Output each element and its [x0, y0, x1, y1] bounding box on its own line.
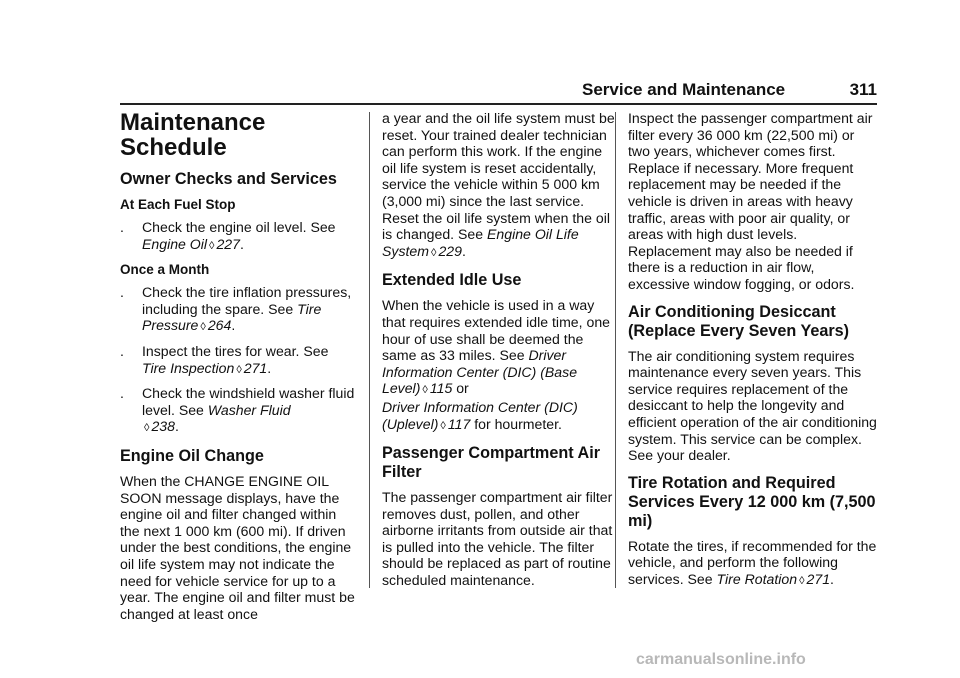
page-ref-icon: ◊ [431, 246, 437, 259]
bullet-text: Check the engine oil level. See [142, 219, 336, 235]
oil-life-paragraph: a year and the oil life system must be reset. Your trained dealer technician can perform this work. If the engine oil life system is reset accidentally, service the vehicle within 5 000 km (3,000 mi) since the last service. Reset the oil life system when the oil is changed. See Engine Oil Life System ◊ 229. [382, 110, 615, 259]
page-ref-icon: ◊ [200, 321, 206, 334]
paragraph-tail: for hourmeter. [474, 415, 562, 432]
page-ref-icon: ◊ [422, 384, 428, 397]
header-rule [120, 103, 877, 105]
engine-oil-change-heading: Engine Oil Change [120, 446, 264, 465]
link-label[interactable]: Tire Inspection [142, 359, 235, 376]
engine-oil-link[interactable] [142, 236, 240, 252]
fuel-stop-heading: At Each Fuel Stop [120, 197, 236, 212]
air-filter-paragraph: The passenger compartment air filter removes dust, pollen, and other airborne irritants from outside air that is pulled into the vehicle. The filter should be replaced as part of routine scheduled maintenance. [382, 489, 613, 589]
ac-desiccant-heading: Air Conditioning Desiccant (Replace Every Seven Years) [628, 302, 850, 340]
page-ref-icon: ◊ [144, 422, 150, 435]
page-ref[interactable]: 227 [216, 235, 240, 252]
page-ref[interactable]: 238 [151, 418, 175, 435]
section-title: Service and Maintenance [582, 80, 786, 99]
page-ref-icon: ◊ [440, 419, 446, 432]
list-item: . Check the engine oil level. See Engine Oil ◊ 227. [120, 219, 358, 254]
paragraph-text: a year and the oil life system must be reset. Your trained dealer technician can perform this work. If the engine oil life system is reset accidentally, service the vehicle within 5 000 km (3,000 mi) since the last service. Reset the oil life system when the oil is changed. See [382, 110, 615, 243]
page-header [582, 80, 877, 100]
paragraph-text: When the vehicle is used in a way that requires extended idle time, one hour of use shall be deemed the same as 33 miles. See [382, 297, 610, 364]
page-title [120, 110, 358, 160]
tire-rotation-link[interactable] [717, 571, 831, 587]
link-label[interactable]: Engine Oil [142, 235, 208, 252]
tire-inspection-link[interactable] [142, 360, 267, 376]
bullet: . [120, 342, 124, 359]
bullet-text: Check the windshield washer fluid level. See [142, 385, 355, 418]
page-ref-icon: ◊ [209, 239, 215, 252]
ac-desiccant-paragraph: The air conditioning system requires maintenance every seven years. This service requires replacement of the desiccant to help the longevity and efficient operation of the air conditioning system. This service can be complex. See your dealer. [628, 347, 877, 464]
column-3 [628, 110, 878, 596]
page-ref[interactable]: 264 [207, 317, 232, 334]
list-item: . Inspect the tires for wear. See Tire Inspection ◊ 271. [120, 343, 358, 378]
conjunction: or [456, 380, 469, 397]
page-ref-icon: ◊ [236, 363, 242, 376]
bullet-text: Inspect the tires for wear. See [142, 342, 329, 359]
bullet: . [120, 284, 124, 301]
link-label[interactable]: Driver Information Center (DIC) (Uplevel) [382, 398, 578, 432]
air-filter-heading: Passenger Compartment Air Filter [382, 444, 600, 482]
link-label[interactable]: Tire Rotation [716, 570, 798, 587]
link-label[interactable]: Driver Information Center (DIC) (Base Level) [382, 347, 578, 397]
month-heading: Once a Month [120, 262, 210, 278]
page-ref[interactable]: 229 [438, 242, 462, 259]
paragraph-text: Rotate the tires, if recommended for the vehicle, and perform the following services. See [628, 537, 877, 587]
page-ref[interactable]: 271 [243, 359, 268, 376]
page-ref[interactable]: 117 [447, 415, 471, 432]
link-label[interactable]: Engine Oil Life System [382, 226, 579, 259]
page-ref-icon: ◊ [799, 574, 805, 587]
page-number: 311 [849, 80, 877, 99]
list-item: . Check the windshield washer fluid level. See Washer Fluid ◊ 238. [120, 385, 358, 437]
air-filter-continued-paragraph: Inspect the passenger compartment air filter every 36 000 km (22,500 mi) or two years, whichever comes first. Replace if necessary. More frequent replacement may be needed if the vehicle is driven in areas with heavy traffic, areas with poor air quality, or areas with high dust levels. Replacement may also be needed if there is a reduction in air flow, excessive window fogging, or odors. [628, 110, 873, 292]
extended-idle-paragraph [382, 297, 620, 434]
column-1 [120, 110, 358, 629]
link-label[interactable]: Tire Pressure [142, 300, 322, 334]
tire-rotation-heading: Tire Rotation and Required Services Every 12 000 km (7,500 mi) [628, 473, 876, 530]
watermark: carmanualsonline.info [636, 651, 806, 668]
engine-oil-change-text: When the CHANGE ENGINE OIL SOON message displays, have the engine oil and filter changed within the next 1 000 km (600 mi). If driven under the best conditions, the engine oil life system may not indicate the need for vehicle service for up to a year. The engine oil and filter must be changed at least once [120, 472, 355, 622]
title-line-2: Schedule [120, 134, 227, 161]
page-ref[interactable]: 115 [429, 380, 453, 397]
page-ref[interactable]: 271 [806, 570, 831, 587]
column-2 [382, 110, 620, 596]
bullet: . [120, 219, 124, 235]
column-divider-1 [369, 112, 370, 588]
link-label[interactable]: Washer Fluid [207, 401, 291, 418]
list-item: . Check the tire inflation pressures, including the spare. See Tire Pressure ◊ 264. [120, 284, 358, 336]
tire-rotation-paragraph: Rotate the tires, if recommended for the vehicle, and perform the following services. See Tire Rotation ◊ 271. [628, 537, 877, 587]
title-line-1: Maintenance [120, 109, 266, 136]
extended-idle-heading: Extended Idle Use [382, 271, 522, 290]
bullet: . [120, 385, 124, 402]
bullet-text: Check the tire inflation pressures, including the spare. See [142, 284, 352, 317]
owner-checks-heading: Owner Checks and Services [120, 170, 337, 188]
